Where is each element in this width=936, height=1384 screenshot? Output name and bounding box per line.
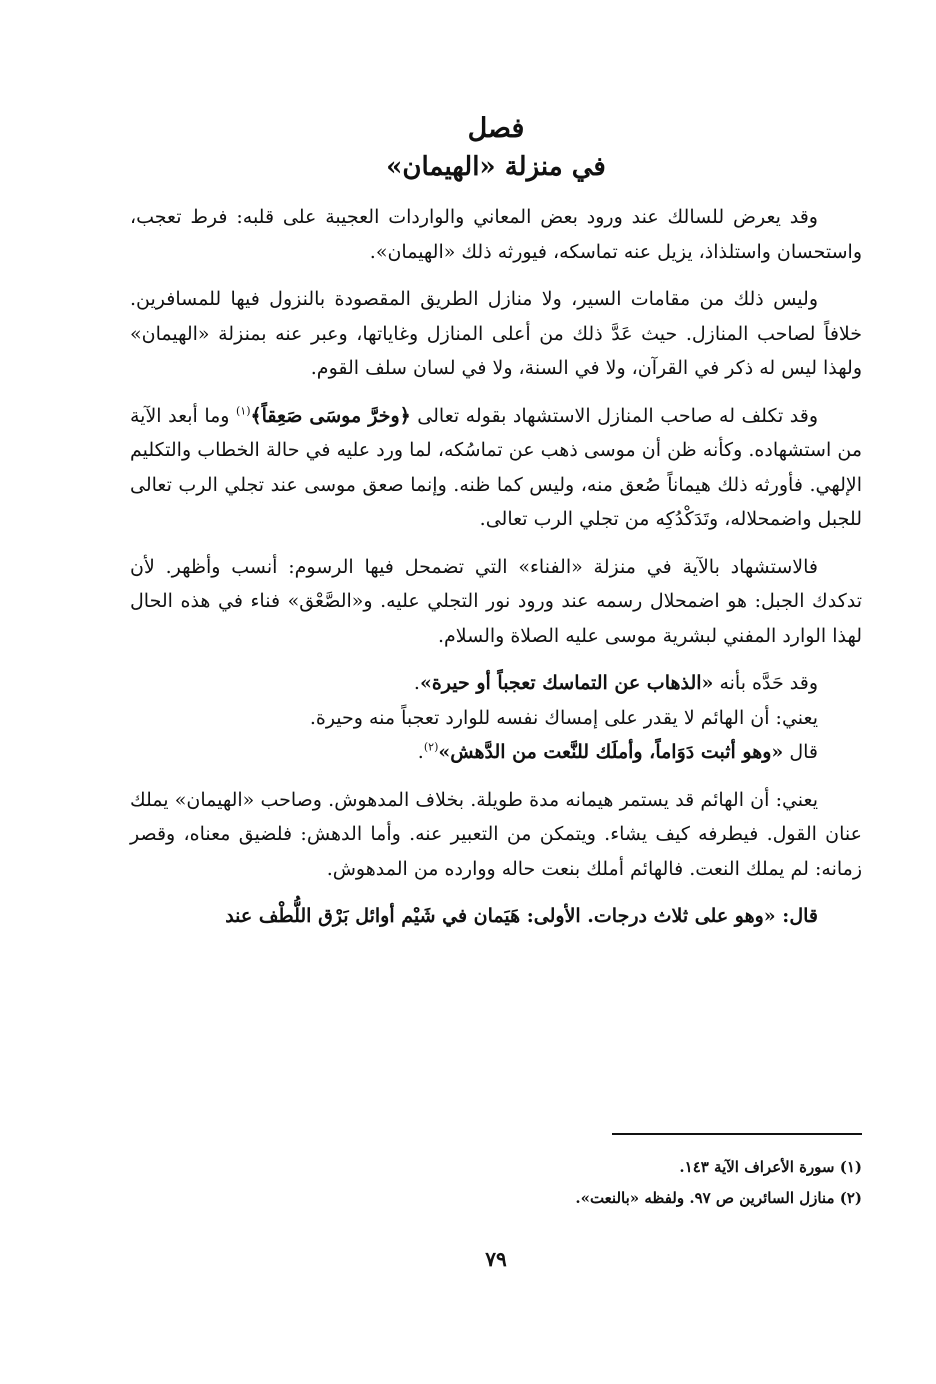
paragraph-7-end: .	[417, 741, 424, 763]
paragraph-3	[130, 399, 862, 537]
footnote-1: (١) سورة الأعراف الآية ١٤٣.	[679, 1158, 862, 1176]
paragraph-3-rest: وما أبعد الآية من استشهاده. وكأنه ظن أن موسى ذهب عن تماسُكه، لما ورد عليه في حالة الخطاب والتكليم الإلهي. فأورثه ذلك هيماناً صُعق منه، وليس كما ظنه. وإنما صعق موسى عند تجلي الرب تعالى للجبل واضمحلاله، وتَدَكْدُكِه من تجلي الرب تعالى.	[130, 404, 862, 530]
page-number: ٧٩	[485, 1247, 507, 1271]
quran-quote: ﴿وخرَّ موسَى صَعِقاً﴾	[250, 404, 411, 427]
paragraph-7	[130, 735, 862, 770]
paragraph-2: وليس ذلك من مقامات السير، ولا منازل الطريق المقصودة بالنزول فيها للمسافرين. خلافاً لصاحب المنازل. حيث عَدَّ ذلك من أعلى المنازل وغاياتها، وعبر عنه بمنزلة «الهيمان» ولهذا ليس له ذكر في القرآن، ولا في السنة، ولا في لسان سلف القوم.	[130, 288, 862, 379]
footnotes	[130, 1152, 862, 1214]
paragraph-8: يعني: أن الهائم قد يستمر هيمانه مدة طويلة. بخلاف المدهوش. وصاحب «الهيمان» يملك عنان القول. فيطرفه كيف يشاء. ويتمكن من التعبير عنه. وأما الدهش: فلضيق معناه، وقصر زمانه: لم يملك النعت. فالهائم أملك بنعت حاله ووارده من المدهوش.	[130, 788, 862, 880]
paragraph-5-end: .	[413, 672, 420, 694]
paragraph-5	[130, 666, 862, 701]
paragraph-9	[130, 899, 862, 934]
paragraph-3-intro: وقد تكلف له صاحب المنازل الاستشهاد بقوله تعالى	[410, 404, 818, 427]
paragraph-5-intro: وقد حَدَّه بأنه	[713, 672, 818, 694]
author-quote: «وهو أثبت دَوَاماً، وأملَك للنَّعت من الدَّهش»	[438, 741, 784, 763]
footnote-ref-2: (٢)	[423, 740, 439, 754]
paragraph-7-intro: قال	[783, 741, 818, 763]
section-subtitle: في منزلة «الهيمان»	[386, 152, 606, 182]
main-text	[130, 200, 862, 934]
paragraph-6: يعني: أن الهائم لا يقدر على إمساك نفسه للوارد تعجباً منه وحيرة.	[309, 706, 818, 729]
footnote-ref-1: (١)	[235, 404, 251, 418]
degrees-quote: «وهو على ثلاث درجات. الأولى: هَيَمان في شَيْم أوائل بَرْق اللُّطْف عند	[225, 905, 776, 927]
section-title: فصل	[467, 113, 525, 144]
footnote-2: (٢) منازل السائرين ص ٩٧. ولفظه «بالنعت».	[575, 1189, 862, 1207]
paragraph-4: فالاستشهاد بالآية في منزلة «الفناء» التي تضمحل فيها الرسوم: أنسب وأظهر. لأن تدكدك الجبل: هو اضمحلال رسمه عند ورود نور التجلي عليه. و«الصَّعْق» فناء في هذه الحال لهذا الوارد المفني لبشرية موسى عليه الصلاة والسلام.	[130, 555, 862, 647]
paragraph-1: وقد يعرض للسالك عند ورود بعض المعاني والواردات العجيبة على قلبه: فرط تعجب، واستحسان واستلذاذ، يزيل عنه تماسكه، فيورثه ذلك «الهيمان».	[130, 206, 862, 263]
footnote-separator	[612, 1133, 862, 1135]
paragraph-9-intro: قال:	[775, 905, 818, 927]
definition-quote: «الذهاب عن التماسك تعجباً أو حيرة»	[419, 672, 714, 694]
